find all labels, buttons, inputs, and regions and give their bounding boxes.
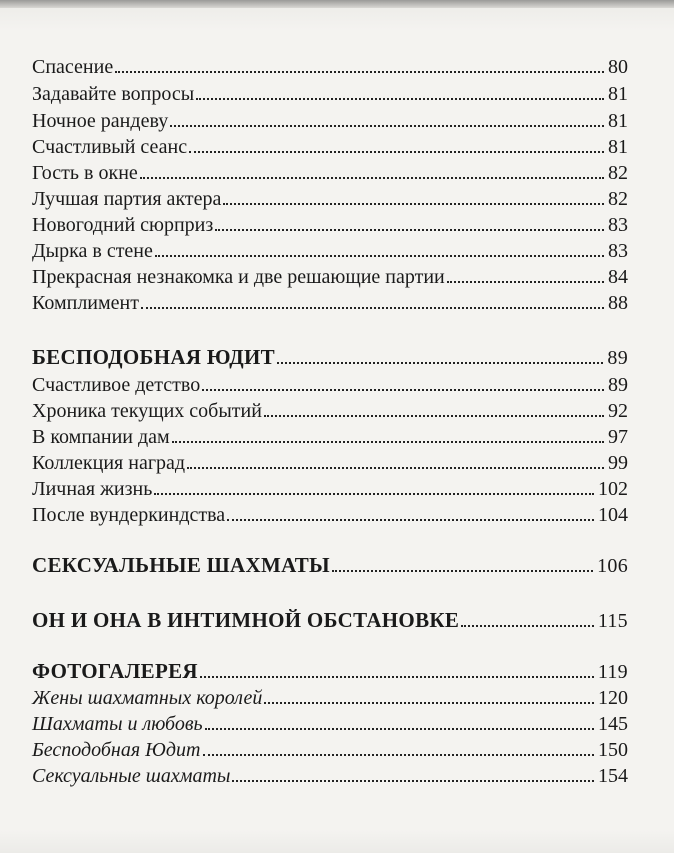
toc-entry xyxy=(32,55,628,79)
toc-section-title: ОН И ОНА В ИНТИМНОЙ ОБСТАНОВКЕ xyxy=(32,608,460,632)
dot-leader xyxy=(170,125,604,127)
toc-section-page: 89 xyxy=(607,347,628,369)
toc-entry xyxy=(32,213,628,237)
toc-entry xyxy=(32,291,628,315)
toc-section-page: 119 xyxy=(597,661,628,683)
toc-entry-title: Лучшая партия актера xyxy=(32,188,222,210)
toc-entry xyxy=(32,764,628,788)
dot-leader xyxy=(196,98,604,100)
toc-entry xyxy=(32,425,628,449)
dot-leader xyxy=(223,203,604,205)
toc-entry-page: 120 xyxy=(598,687,628,709)
toc-section-title: СЕКСУАЛЬНЫЕ ШАХМАТЫ xyxy=(32,553,330,577)
toc-entry xyxy=(32,477,628,501)
toc-entry xyxy=(32,451,628,475)
toc-entry-title: Дырка в стене xyxy=(32,240,153,262)
toc-entry-page: 99 xyxy=(608,452,628,474)
toc-section-title: ФОТОГАЛЕРЕЯ xyxy=(32,659,198,683)
toc-section-page: 106 xyxy=(597,555,628,577)
toc-entry xyxy=(32,135,628,159)
dot-leader xyxy=(154,493,594,495)
dot-leader xyxy=(227,519,594,521)
toc-section-title: БЕСПОДОБНАЯ ЮДИТ xyxy=(32,345,275,369)
toc-entry xyxy=(32,265,628,289)
dot-leader xyxy=(277,362,603,364)
toc-entry-title: Сексуальные шахматы xyxy=(32,765,231,787)
dot-leader xyxy=(447,281,604,283)
dot-leader xyxy=(264,702,594,704)
toc-section-page: 115 xyxy=(597,610,628,632)
page-top-edge xyxy=(0,0,674,8)
toc-entry-page: 80 xyxy=(608,56,628,78)
toc-entry-page: 83 xyxy=(608,240,628,262)
toc-entry-page: 92 xyxy=(608,400,628,422)
toc-section-heading xyxy=(32,608,628,633)
dot-leader xyxy=(155,255,604,257)
toc-entry xyxy=(32,686,628,710)
toc-entry-page: 102 xyxy=(598,478,628,500)
dot-leader xyxy=(203,754,595,756)
toc-entry-title: Жены шахматных королей xyxy=(32,687,263,709)
toc-entry-page: 88 xyxy=(608,292,628,314)
toc-entry-title: Гость в окне xyxy=(32,162,138,184)
toc-entry-page: 81 xyxy=(608,110,628,132)
toc-entry-page: 82 xyxy=(608,188,628,210)
dot-leader xyxy=(115,71,604,73)
toc-entry-title: Счастливое детство xyxy=(32,374,201,396)
toc-entry-title: Коллекция наград xyxy=(32,452,186,474)
toc-entry xyxy=(32,109,628,133)
toc-entry-title: Ночное рандеву xyxy=(32,110,169,132)
toc-entry-page: 89 xyxy=(608,374,628,396)
toc-entry xyxy=(32,738,628,762)
toc-entry-page: 104 xyxy=(598,504,628,526)
toc-entry-title: Счастливый сеанс xyxy=(32,136,188,158)
dot-leader xyxy=(140,177,604,179)
toc-entry-page: 150 xyxy=(598,739,628,761)
toc-entry xyxy=(32,239,628,263)
toc-entry-title: Хроника текущих событий xyxy=(32,400,262,422)
toc-entry-page: 154 xyxy=(598,765,628,787)
toc-entry-title: Спасение xyxy=(32,56,114,78)
toc-entry-page: 81 xyxy=(608,136,628,158)
dot-leader xyxy=(189,151,604,153)
dot-leader xyxy=(172,441,604,443)
dot-leader xyxy=(264,415,604,417)
dot-leader xyxy=(205,728,594,730)
toc-entry-title: Новогодний сюрприз xyxy=(32,214,214,236)
toc-entry-title: Личная жизнь xyxy=(32,478,153,500)
toc-entry xyxy=(32,399,628,423)
dot-leader xyxy=(215,229,604,231)
toc-entry xyxy=(32,187,628,211)
toc-entry xyxy=(32,161,628,185)
toc-entry-page: 82 xyxy=(608,162,628,184)
toc-entry-page: 84 xyxy=(608,266,628,288)
toc-entry xyxy=(32,82,628,106)
toc-entry-page: 97 xyxy=(608,426,628,448)
dot-leader xyxy=(202,389,604,391)
dot-leader xyxy=(141,307,604,309)
toc-entry xyxy=(32,373,628,397)
toc-entry xyxy=(32,503,628,527)
dot-leader xyxy=(332,570,593,572)
dot-leader xyxy=(187,467,604,469)
toc-entry-title: В компании дам xyxy=(32,426,170,448)
toc-entry-page: 81 xyxy=(608,83,628,105)
toc-entry-title: Бесподобная Юдит xyxy=(32,739,201,761)
dot-leader xyxy=(200,676,594,678)
toc-section-heading xyxy=(32,659,628,684)
toc-entry-title: Прекрасная незнакомка и две решающие партии xyxy=(32,266,445,288)
toc-entry-title: Комплимент xyxy=(32,292,139,314)
dot-leader xyxy=(232,780,594,782)
toc-entry-title: Шахматы и любовь xyxy=(32,713,203,735)
toc-entry xyxy=(32,712,628,736)
toc-entry-title: Задавайте вопросы xyxy=(32,83,195,105)
toc-section-heading xyxy=(32,345,628,370)
toc-entry-title: После вундеркиндства xyxy=(32,504,226,526)
dot-leader xyxy=(461,625,594,627)
toc-section-heading xyxy=(32,553,628,578)
toc-entry-page: 145 xyxy=(598,713,628,735)
toc-entry-page: 83 xyxy=(608,214,628,236)
